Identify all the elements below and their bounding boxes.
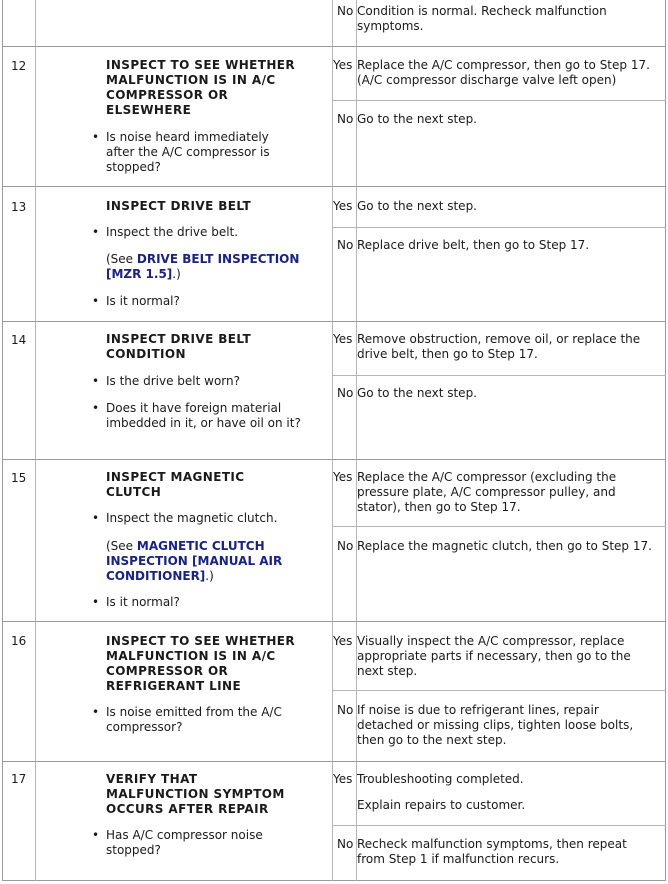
row-divider (2, 321, 666, 322)
yes-no-divider (332, 227, 666, 228)
column-divider-step (35, 0, 36, 881)
no-result: Go to the next step. (357, 112, 477, 126)
no-label: No (337, 112, 354, 126)
yes-label: Yes (333, 772, 353, 786)
no-label: No (337, 238, 354, 252)
no-result: If noise is due to refrigerant lines, repair detached or missing clips, tighten loose bolts, then go to the next step. (357, 703, 634, 747)
no-result: Replace drive belt, then go to Step 17. (357, 238, 590, 252)
drive-belt-inspection-link[interactable]: DRIVE BELT INSPECTION [MZR 1.5] (106, 252, 300, 281)
step-question: • Is noise heard immediately after the A/C compressor is stopped? (106, 130, 296, 175)
no-result: Recheck malfunction symptoms, then repeat from Step 1 if malfunction recurs. (357, 837, 627, 866)
no-label: No (337, 837, 354, 851)
yes-label: Yes (333, 58, 353, 72)
see-reference (106, 252, 306, 282)
step-title: INSPECT DRIVE BELT CONDITION (106, 332, 252, 361)
step-title: INSPECT TO SEE WHETHER MALFUNCTION IS IN A/C COMPRESSOR OR ELSEWHERE (106, 58, 296, 117)
yes-result-note: Explain repairs to customer. (357, 798, 526, 812)
no-label: No (337, 386, 354, 400)
see-prefix: (See (106, 252, 137, 266)
no-result: Condition is normal. Recheck malfunction symptoms. (357, 4, 607, 33)
row-divider (2, 621, 666, 622)
yes-no-divider (332, 526, 666, 527)
no-label: No (337, 539, 354, 553)
row-divider (2, 186, 666, 187)
step-number: 14 (11, 333, 27, 347)
step-title: VERIFY THAT MALFUNCTION SYMPTOM OCCURS AFTER REPAIR (106, 772, 285, 816)
yes-no-divider (332, 100, 666, 101)
yes-result: Replace the A/C compressor (excluding the pressure plate, A/C compressor pulley, and stator), then go to Step 17. (357, 470, 617, 514)
yes-result: Replace the A/C compressor, then go to Step 17. (A/C compressor discharge valve left open) (357, 58, 650, 87)
see-reference (106, 539, 286, 584)
magnetic-clutch-inspection-link[interactable]: MAGNETIC CLUTCH INSPECTION [MANUAL AIR CONDITIONER] (106, 539, 283, 583)
see-prefix: (See (106, 539, 137, 553)
row-divider (2, 459, 666, 460)
yes-result: Remove obstruction, remove oil, or replace the drive belt, then go to Step 17. (357, 332, 641, 361)
no-label: No (337, 703, 354, 717)
step-title: INSPECT DRIVE BELT (106, 199, 252, 213)
yes-label: Yes (333, 332, 353, 346)
yes-no-divider (332, 375, 666, 376)
step-instruction: • Inspect the drive belt. (106, 225, 316, 240)
step-question: • Is it normal? (106, 294, 316, 309)
yes-label: Yes (333, 470, 353, 484)
step-question: • Is it normal? (106, 595, 316, 610)
yes-label: Yes (333, 199, 353, 213)
step-instruction: • Inspect the magnetic clutch. (106, 511, 316, 526)
yes-result: Troubleshooting completed. (357, 772, 524, 786)
step-title: INSPECT TO SEE WHETHER MALFUNCTION IS IN A/C COMPRESSOR OR REFRIGERANT LINE (106, 634, 296, 693)
step-question: • Is the drive belt worn? (106, 374, 316, 389)
no-result: Replace the magnetic clutch, then go to Step 17. (357, 539, 652, 553)
step-number: 15 (11, 471, 27, 485)
row-divider (2, 46, 666, 47)
step-number: 12 (11, 59, 27, 73)
yes-result: Go to the next step. (357, 199, 477, 213)
yes-no-divider (332, 690, 666, 691)
step-number: 17 (11, 772, 27, 786)
step-question: • Is noise emitted from the A/C compressor? (106, 705, 306, 735)
step-title: INSPECT MAGNETIC CLUTCH (106, 470, 245, 499)
step-number: 16 (11, 634, 27, 648)
yes-no-divider (332, 825, 666, 826)
column-divider-action (332, 0, 333, 881)
step-question: • Has A/C compressor noise stopped? (106, 828, 286, 858)
see-suffix: .) (172, 267, 181, 281)
no-result: Go to the next step. (357, 386, 477, 400)
step-number: 13 (11, 200, 27, 214)
yes-result: Visually inspect the A/C compressor, replace appropriate parts if necessary, then go to the next step. (357, 634, 631, 678)
yes-label: Yes (333, 634, 353, 648)
table-frame (2, 0, 666, 881)
row-divider (2, 761, 666, 762)
column-divider-yesno (356, 0, 357, 881)
step-question: • Does it have foreign material imbedded in it, or have oil on it? (106, 401, 302, 431)
see-suffix: .) (205, 569, 214, 583)
no-label: No (337, 4, 354, 18)
